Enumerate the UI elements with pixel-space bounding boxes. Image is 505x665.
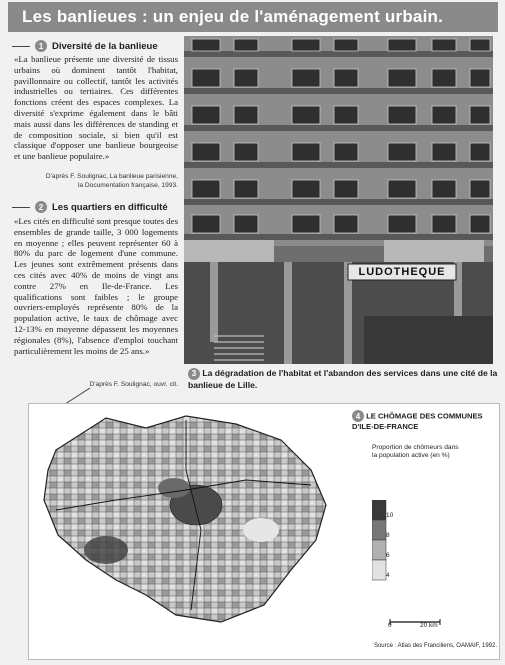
heading-rule (12, 46, 30, 47)
legend-swatch-4 (372, 560, 386, 580)
section2-header (12, 201, 168, 213)
section2-heading: Les quartiers en difficulté (52, 201, 168, 213)
scale-zero: 0 (388, 622, 392, 629)
ile-de-france-map (36, 410, 336, 630)
map-title-line2: D'ILE-DE-FRANCE (352, 422, 419, 431)
section1-source-line1: D'après F. Soulignac, La banlieue parisienne, (45, 173, 178, 180)
section2-source: D'après F. Soulignac, ouvr. cit. (89, 381, 178, 388)
map-number: 4 (352, 410, 364, 422)
photo-caption (188, 368, 498, 391)
housing-estate-photo (184, 36, 493, 364)
photo-illustration (184, 36, 493, 364)
legend-swatch-10 (372, 500, 386, 520)
section1-source-line2: la Documentation française, 1993. (77, 181, 178, 189)
map-title (352, 410, 492, 431)
section1-heading: Diversité de la banlieue (52, 40, 158, 52)
section1-header (12, 40, 158, 52)
map-title-line1: LE CHÔMAGE DES COMMUNES (366, 411, 483, 421)
section1-text: «La banlieue présente une diversité de tissus urbains où dominent tantôt l'habitat, pavillonnaire ou collectif, tantôt les activités industrielles ou tertiaires. Ces différentes fonctions créent des espaces complexes. La diversité s'exprime également dans le bâti mais aussi dans les différences de standing et de composition sociale, si bien qu'il est classique d'opposer une banlieue bourgeoise et une banlieue populaire.» (14, 54, 178, 162)
legend-value-8: 8 (386, 532, 390, 539)
section1-number: 1 (35, 40, 47, 52)
map-source: Source : Atlas des Franciliens, OAMAIF, 1992. (373, 643, 497, 649)
ludotheque-sign: LUDOTHEQUE (358, 266, 446, 278)
page-title: Les banlieues : un enjeu de l'aménagement urbain. (8, 2, 498, 32)
section2-text: «Les cités en difficulté sont presque toutes des ensembles de grande taille, 3 000 logements en moyenne ; elles peuvent représenter 60 à 80% du parc de logement d'une commune. Les jeunes sont extrêmement présents dans ces cités avec 40% de moins de vingt ans contre 27% en Ile-de-France. Les qualifications sont faibles ; le groupe ouvriers-employés représente 80% de la population active, le taux de chômage avec 12-13% en moyenne dépassent les moyennes régionales (8%), l'absence d'emploi touchant particulièrement les moins de 25 ans.» (14, 216, 178, 356)
legend-value-4: 4 (386, 572, 390, 579)
legend-swatch-8 (372, 520, 386, 540)
legend-swatch-6 (372, 540, 386, 560)
legend-title: Proportion de chômeurs dans la population active (en %) (372, 444, 459, 459)
caption-number: 3 (188, 368, 200, 380)
scale-label: 20 km (420, 622, 438, 629)
legend-value-10: 10 (386, 512, 394, 519)
heading-rule (12, 207, 30, 208)
section1-source (14, 173, 178, 190)
caption-text: La dégradation de l'habitat et l'abandon des services dans une cité de la banlieue de Lille. (188, 368, 498, 391)
legend-value-6: 6 (386, 552, 390, 559)
section2-number: 2 (35, 201, 47, 213)
scale-bar (388, 618, 448, 626)
